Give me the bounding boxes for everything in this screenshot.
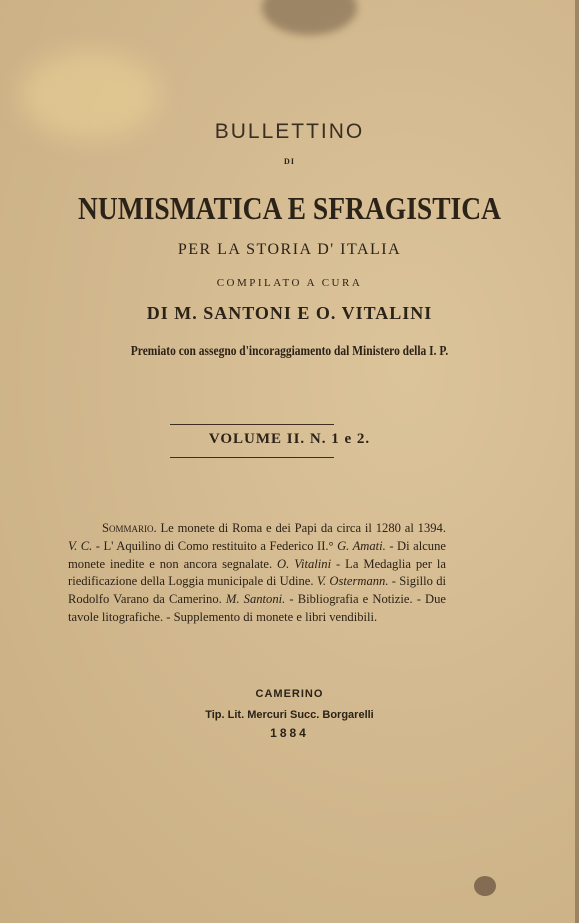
summary-text: Le monete di Roma e dei Papi da circa il 1280 al 1394. (156, 521, 446, 535)
summary-text: - La Medaglia per la riedificazione della Loggia municipale di Udine. (68, 556, 446, 589)
imprint-printer: Tip. Lit. Mercuri Succ. Borgarelli (205, 709, 374, 721)
divider (170, 424, 334, 425)
summary-author: V. C. (68, 538, 93, 553)
series-title: BULLETTINO (214, 120, 365, 143)
summary-text: - Sigillo di Rodolfo Varano da Camerino. (68, 574, 446, 607)
main-title: NUMISMATICA E SFRAGISTICA (77, 190, 502, 226)
title-connector: DI (284, 157, 295, 166)
award-note: Premiato con assegno d'incoraggiamento dal Ministero della I. P. (130, 344, 449, 359)
summary-text: - L' Aquilino di Como restituito a Federico II.° (92, 538, 338, 553)
summary-author: O. Vitalini (277, 556, 332, 571)
summary-author: M. Santoni. (225, 592, 286, 607)
imprint-year: 1884 (270, 726, 309, 740)
volume-number: VOLUME II. N. 1 e 2. (208, 431, 371, 447)
authors: DI M. SANTONI E O. VITALINI (146, 303, 433, 323)
summary-text: - Bibliografia e Notizie. - Due tavole litografiche. - Supplemento di monete e libri vendibili. (68, 592, 447, 624)
summary-author: V. Ostermann. (316, 574, 389, 589)
subtitle: PER LA STORIA D' ITALIA (177, 241, 402, 258)
paper-spot (474, 876, 496, 896)
summary-author: G. Amati. (337, 538, 386, 553)
compiled-by: COMPILATO A CURA (216, 277, 363, 289)
imprint-city: CAMERINO (255, 688, 324, 700)
table-of-contents (68, 520, 446, 627)
summary-label: Sommario. (102, 521, 157, 535)
paper-stain (262, 0, 357, 35)
divider (170, 457, 334, 458)
summary-text: - Di alcune monete inedite e non ancora segnalate. (68, 538, 446, 571)
